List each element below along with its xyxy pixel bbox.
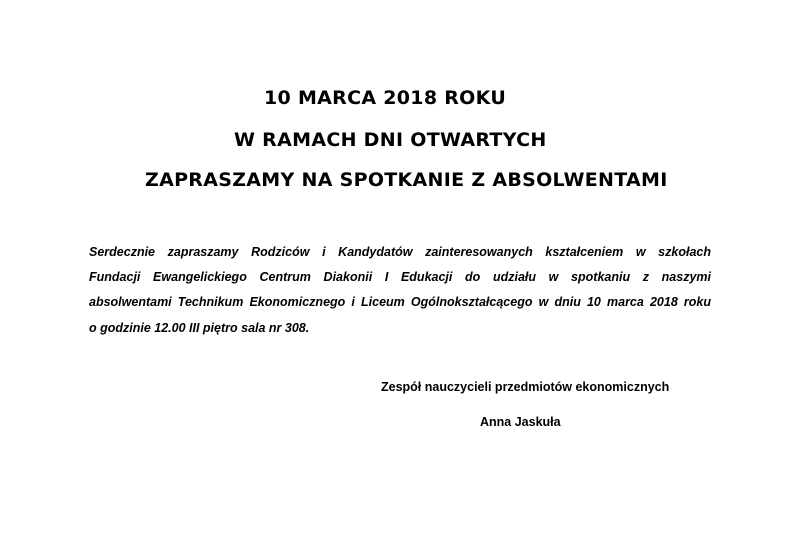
signature-team: Zespół nauczycieli przedmiotów ekonomicznych bbox=[381, 380, 670, 394]
paragraph-line: Serdecznie zapraszamy Rodziców i Kandydatów zainteresowanych kształceniem w szkołach bbox=[89, 245, 711, 259]
paragraph-line: o godzinie 12.00 III piętro sala nr 308. bbox=[89, 320, 310, 335]
date-heading: 10 MARCA 2018 ROKU bbox=[264, 87, 507, 109]
paragraph-line: absolwentami Technikum Ekonomicznego i Liceum Ogólnokształcącego w dniu 10 marca 2018 roku bbox=[89, 295, 711, 310]
signature-name: Anna Jaskuła bbox=[480, 415, 561, 429]
invitation-heading: ZAPRASZAMY NA SPOTKANIE Z ABSOLWENTAMI bbox=[145, 169, 668, 191]
invitation-paragraph bbox=[89, 240, 711, 341]
paragraph-line: Fundacji Ewangelickiego Centrum Diakonii I Edukacji do udziału w spotkaniu z naszymi bbox=[89, 270, 711, 285]
open-days-heading: W RAMACH DNI OTWARTYCH bbox=[234, 129, 547, 151]
